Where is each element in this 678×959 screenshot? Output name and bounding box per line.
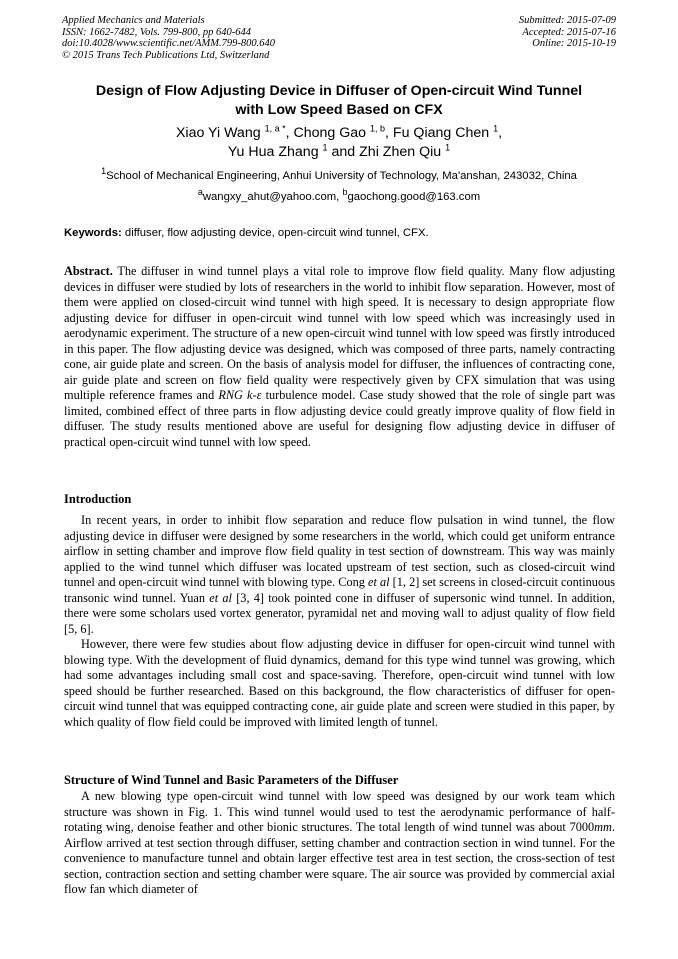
doi-line: doi:10.4028/www.scientific.net/AMM.799-800.640 <box>62 38 275 50</box>
email-a: wangxy_ahut@yahoo.com, <box>202 191 340 203</box>
author-affil-mark: 1 <box>493 123 499 134</box>
length-unit: mm <box>594 820 612 834</box>
paper-title <box>50 82 628 120</box>
author-affil-mark: 1, a * <box>264 123 286 134</box>
abstract-label: Abstract. <box>64 264 113 278</box>
structure-p1-text-a: A new blowing type open-circuit wind tunnel with low speed was designed by our work team which structure was shown in Fig. 1. This wind tunnel would used to test the aerodynamic performance of half-rotating wing, denoise feather and other bionic structures. The total length of wind tunnel was about 7000 <box>64 789 615 834</box>
intro-p1-text-b: [1, 2] set screens in closed-circuit continuous transonic wind tunnel. Yuan <box>64 575 616 605</box>
abstract-text-1: The diffuser in wind tunnel plays a vital role to improve flow field quality. Many flow adjusting devices in diffuser were studied by lots of researchers in the world to inhibit flow separation. However, most of them were applied on closed-circuit wind tunnel with high speed. It is necessary to design appropriate flow adjusting device for diffuser in open-circuit wind tunnel with low speed which was increasingly used in aerodynamic experiment. The structure of a new open-circuit wind tunnel with low speed was firstly introduced in this paper. The flow adjusting device was designed, which was composed of three parts, namely contracting cone, air guide plate and screen. On the basis of analysis model for diffuser, the influences of contracting cone, air guide plate and screen on flow field quality were respectively given by CFX simulation that was using multiple reference frames and <box>64 264 615 402</box>
author-name: Fu Qiang Chen <box>392 125 490 141</box>
intro-p1-text-a: In recent years, in order to inhibit flow separation and reduce flow pulsation in wind tunnel, the flow adjusting device in diffuser were designed by some researchers in the world, which could get uniform entrance airflow in setting chamber and improve flow field quality in test section of downstream. This way was mainly applied to the wind tunnel which diffuser was located upstream of test section, such as closed-circuit wind tunnel and open-circuit wind tunnel with blowing type. Cong <box>64 513 615 589</box>
structure-paragraph-1 <box>64 789 615 898</box>
author-name: Xiao Yi Wang <box>175 125 261 141</box>
intro-citation-etal-1: et al <box>368 575 390 589</box>
email-mark-a: a <box>197 187 203 198</box>
email-mark-b: b <box>342 187 348 198</box>
keywords-text: diffuser, flow adjusting device, open-circuit wind tunnel, CFX. <box>124 227 429 239</box>
intro-citation-etal-2: et al <box>209 590 232 605</box>
dates-header <box>519 15 616 50</box>
journal-name: Applied Mechanics and Materials <box>62 15 205 26</box>
author-conjunction: and <box>331 144 356 160</box>
submitted-date: Submitted: 2015-07-09 <box>518 15 616 26</box>
journal-header <box>62 15 275 61</box>
author-name: Yu Hua Zhang <box>227 144 319 160</box>
turbulence-model-name: RNG k-ε <box>218 388 262 402</box>
issn-line: ISSN: 1662-7482, Vols. 799-800, pp 640-644 <box>62 26 251 38</box>
author-affil-mark: 1 <box>445 142 451 153</box>
intro-paragraph-2: However, there were few studies about flow adjusting device in diffuser for open-circuit wind tunnel with blowing type. With the development of fluid dynamics, demand for this type wind tunnel was growing, which had some advantages including small cost and space-saving. Therefore, open-circuit wind tunnel with low speed should be further researched. Based on this background, the flow characteristics of diffuser for open-circuit wind tunnel that was equipped contracting cone, air guide plate and screen were studied in this paper, by which quality of flow field could be improved with limited length of tunnel. <box>64 637 615 729</box>
abstract <box>64 264 615 450</box>
author-affil-mark: 1, b <box>370 123 386 134</box>
author-line-2 <box>50 143 628 162</box>
author-name: Chong Gao <box>293 125 367 141</box>
title-line-1: Design of Flow Adjusting Device in Diffuser of Open-circuit Wind Tunnel <box>95 83 583 99</box>
affiliation-mark: 1 <box>101 166 107 177</box>
keywords <box>64 226 620 240</box>
affiliation <box>40 166 638 183</box>
author-emails <box>40 187 638 204</box>
abstract-text-2: turbulence model. Case study showed that the role of single part was limited, combined effect of three parts in flow adjusting device could greatly improve quality of flow field in diffuser. The study results mentioned above are useful for designing flow adjusting device in diffuser of practical open-circuit wind tunnel with low speed. <box>64 388 615 449</box>
online-date: Online: 2015-10-19 <box>532 38 616 50</box>
intro-p1-text-c: [3, 4] took pointed cone in diffuser of supersonic wind tunnel. In addition, there were some scholars used vortex generator, pyramidal net and moving wall to adjust quality of flow field [5, 6]. <box>64 590 616 636</box>
copyright-line: © 2015 Trans Tech Publications Ltd, Switzerland <box>62 49 270 61</box>
title-line-2: with Low Speed Based on CFX <box>235 102 443 118</box>
keywords-label: Keywords: <box>64 227 122 239</box>
author-affil-mark: 1 <box>322 142 328 153</box>
accepted-date: Accepted: 2015-07-16 <box>522 26 616 38</box>
intro-paragraph-1 <box>64 513 615 637</box>
section-heading-introduction: Introduction <box>64 492 132 506</box>
email-b: gaochong.good@163.com <box>347 191 481 203</box>
author-name: Zhi Zhen Qiu <box>359 144 442 160</box>
author-line-1: Xiao Yi Wang $^{1, a *}$, Chong Gao $^{1, b}$, Fu Qiang Chen $^1$, <box>175 123 503 141</box>
affiliation-text: School of Mechanical Engineering, Anhui University of Technology, Ma'anshan, 243032, China <box>106 170 577 182</box>
author-list <box>50 124 628 162</box>
section-heading-structure: Structure of Wind Tunnel and Basic Parameters of the Diffuser <box>64 773 399 787</box>
structure-p1-text-b: . Airflow arrived at test section through diffuser, setting chamber and contraction section in wind tunnel. For the convenience to manufacture tunnel and obtain larger effective test area in test section, the cross-section of test section, contraction section and setting chamber were square. The air source was provided by commercial axial flow fan which diameter of <box>64 820 615 896</box>
